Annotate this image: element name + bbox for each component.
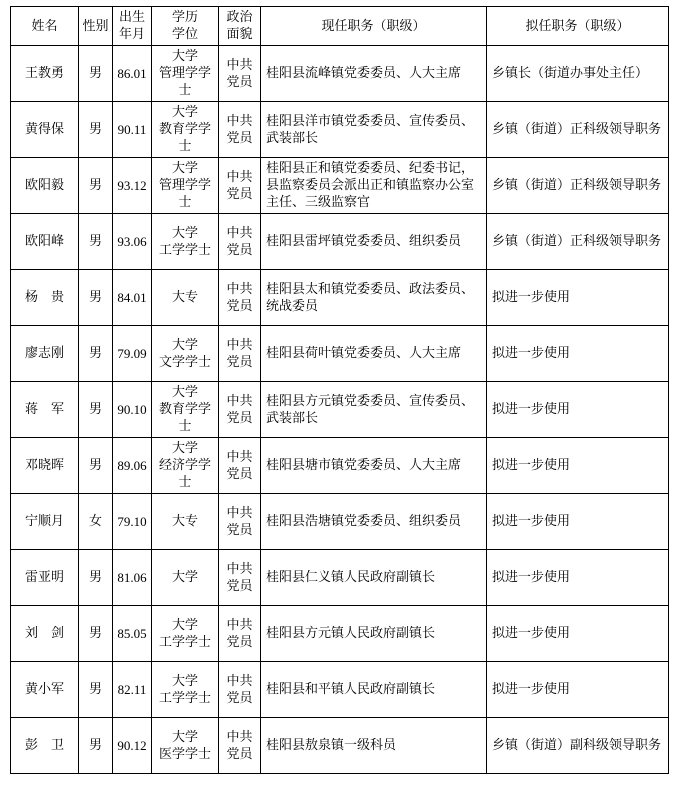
cell-proposed-position: 拟进一步使用: [487, 494, 669, 550]
cell-birth: 93.06: [113, 214, 152, 270]
cell-name: 刘 剑: [11, 606, 79, 662]
header-row: [11, 7, 669, 46]
cell-proposed-position: 拟进一步使用: [487, 270, 669, 326]
cell-politics: 中共 党员: [219, 46, 261, 102]
cell-birth: 89.06: [113, 438, 152, 494]
cell-birth: 90.11: [113, 102, 152, 158]
cell-birth: 93.12: [113, 158, 152, 214]
cell-current-position: 桂阳县仁义镇人民政府副镇长: [261, 550, 487, 606]
header-name: 姓名: [11, 7, 79, 46]
cell-gender: 男: [79, 550, 113, 606]
cell-current-position: 桂阳县浩塘镇党委委员、组织委员: [261, 494, 487, 550]
cell-name: 黄得保: [11, 102, 79, 158]
cell-birth: 82.11: [113, 662, 152, 718]
cell-politics: 中共 党员: [219, 382, 261, 438]
header-education: 学历 学位: [152, 7, 219, 46]
cell-proposed-position: 拟进一步使用: [487, 606, 669, 662]
header-politics: 政治 面貌: [219, 7, 261, 46]
header-current-position: 现任职务（职级）: [261, 7, 487, 46]
cell-name: 邓晓晖: [11, 438, 79, 494]
cell-gender: 男: [79, 662, 113, 718]
cell-education: 大学 经济学学 士: [152, 438, 219, 494]
cell-politics: 中共 党员: [219, 326, 261, 382]
cell-proposed-position: 拟进一步使用: [487, 550, 669, 606]
cell-gender: 男: [79, 438, 113, 494]
cell-gender: 男: [79, 102, 113, 158]
cell-current-position: 桂阳县方元镇党委委员、宣传委员、 武装部长: [261, 382, 487, 438]
cell-gender: 女: [79, 494, 113, 550]
cell-birth: 90.12: [113, 718, 152, 774]
table-row: [11, 662, 669, 718]
cell-current-position: 桂阳县和平镇人民政府副镇长: [261, 662, 487, 718]
table-row: [11, 382, 669, 438]
cell-gender: 男: [79, 718, 113, 774]
cell-birth: 81.06: [113, 550, 152, 606]
cell-birth: 84.01: [113, 270, 152, 326]
cell-name: 欧阳毅: [11, 158, 79, 214]
cell-gender: 男: [79, 382, 113, 438]
cell-name: 杨 贵: [11, 270, 79, 326]
cell-education: 大学 工学学士: [152, 606, 219, 662]
cell-birth: 86.01: [113, 46, 152, 102]
table-row: [11, 606, 669, 662]
table-row: [11, 158, 669, 214]
cell-name: 廖志刚: [11, 326, 79, 382]
cell-current-position: 桂阳县荷叶镇党委委员、人大主席: [261, 326, 487, 382]
cell-politics: 中共 党员: [219, 550, 261, 606]
table-row: [11, 438, 669, 494]
cell-proposed-position: 拟进一步使用: [487, 662, 669, 718]
cell-education: 大学 文学学士: [152, 326, 219, 382]
cell-politics: 中共 党员: [219, 606, 261, 662]
cell-politics: 中共 党员: [219, 718, 261, 774]
cell-name: 宁顺月: [11, 494, 79, 550]
cell-current-position: 桂阳县正和镇党委委员、纪委书记， 县监察委员会派出正和镇监察办公室 主任、三级监察官: [261, 158, 487, 214]
cell-education: 大学 管理学学 士: [152, 46, 219, 102]
cell-proposed-position: 乡镇（街道）副科级领导职务: [487, 718, 669, 774]
cell-birth: 79.09: [113, 326, 152, 382]
cell-proposed-position: 乡镇（街道）正科级领导职务: [487, 158, 669, 214]
header-birth: 出生 年月: [113, 7, 152, 46]
cell-name: 雷亚明: [11, 550, 79, 606]
cell-education: 大学: [152, 550, 219, 606]
cell-proposed-position: 乡镇（街道）正科级领导职务: [487, 214, 669, 270]
table-row: [11, 270, 669, 326]
cell-current-position: 桂阳县太和镇党委委员、政法委员、 统战委员: [261, 270, 487, 326]
cell-proposed-position: 拟进一步使用: [487, 326, 669, 382]
cell-education: 大专: [152, 494, 219, 550]
cell-proposed-position: 乡镇长（街道办事处主任）: [487, 46, 669, 102]
cell-proposed-position: 拟进一步使用: [487, 382, 669, 438]
cell-gender: 男: [79, 158, 113, 214]
cell-education: 大学 教育学学 士: [152, 102, 219, 158]
table-row: [11, 718, 669, 774]
cell-current-position: 桂阳县洋市镇党委委员、宣传委员、 武装部长: [261, 102, 487, 158]
cell-current-position: 桂阳县雷坪镇党委委员、组织委员: [261, 214, 487, 270]
cell-gender: 男: [79, 326, 113, 382]
cell-name: 彭 卫: [11, 718, 79, 774]
cell-education: 大专: [152, 270, 219, 326]
personnel-table: [10, 6, 669, 774]
cell-politics: 中共 党员: [219, 494, 261, 550]
cell-birth: 79.10: [113, 494, 152, 550]
cell-politics: 中共 党员: [219, 438, 261, 494]
cell-politics: 中共 党员: [219, 158, 261, 214]
cell-birth: 85.05: [113, 606, 152, 662]
cell-gender: 男: [79, 214, 113, 270]
cell-politics: 中共 党员: [219, 102, 261, 158]
cell-education: 大学 医学学士: [152, 718, 219, 774]
cell-name: 王教勇: [11, 46, 79, 102]
header-proposed-position: 拟任职务（职级）: [487, 7, 669, 46]
cell-politics: 中共 党员: [219, 662, 261, 718]
table-row: [11, 214, 669, 270]
cell-birth: 90.10: [113, 382, 152, 438]
cell-gender: 男: [79, 606, 113, 662]
cell-proposed-position: 拟进一步使用: [487, 438, 669, 494]
cell-proposed-position: 乡镇（街道）正科级领导职务: [487, 102, 669, 158]
cell-politics: 中共 党员: [219, 270, 261, 326]
header-gender: 性别: [79, 7, 113, 46]
cell-politics: 中共 党员: [219, 214, 261, 270]
table-row: [11, 46, 669, 102]
cell-name: 蒋 军: [11, 382, 79, 438]
cell-education: 大学 教育学学 士: [152, 382, 219, 438]
cell-gender: 男: [79, 270, 113, 326]
cell-current-position: 桂阳县塘市镇党委委员、人大主席: [261, 438, 487, 494]
table-row: [11, 326, 669, 382]
table-row: [11, 102, 669, 158]
cell-name: 欧阳峰: [11, 214, 79, 270]
cell-current-position: 桂阳县敖泉镇一级科员: [261, 718, 487, 774]
cell-gender: 男: [79, 46, 113, 102]
cell-education: 大学 工学学士: [152, 214, 219, 270]
cell-current-position: 桂阳县流峰镇党委委员、人大主席: [261, 46, 487, 102]
cell-education: 大学 管理学学 士: [152, 158, 219, 214]
cell-education: 大学 工学学士: [152, 662, 219, 718]
document-page: [10, 6, 669, 774]
table-row: [11, 494, 669, 550]
cell-name: 黄小军: [11, 662, 79, 718]
table-row: [11, 550, 669, 606]
cell-current-position: 桂阳县方元镇人民政府副镇长: [261, 606, 487, 662]
